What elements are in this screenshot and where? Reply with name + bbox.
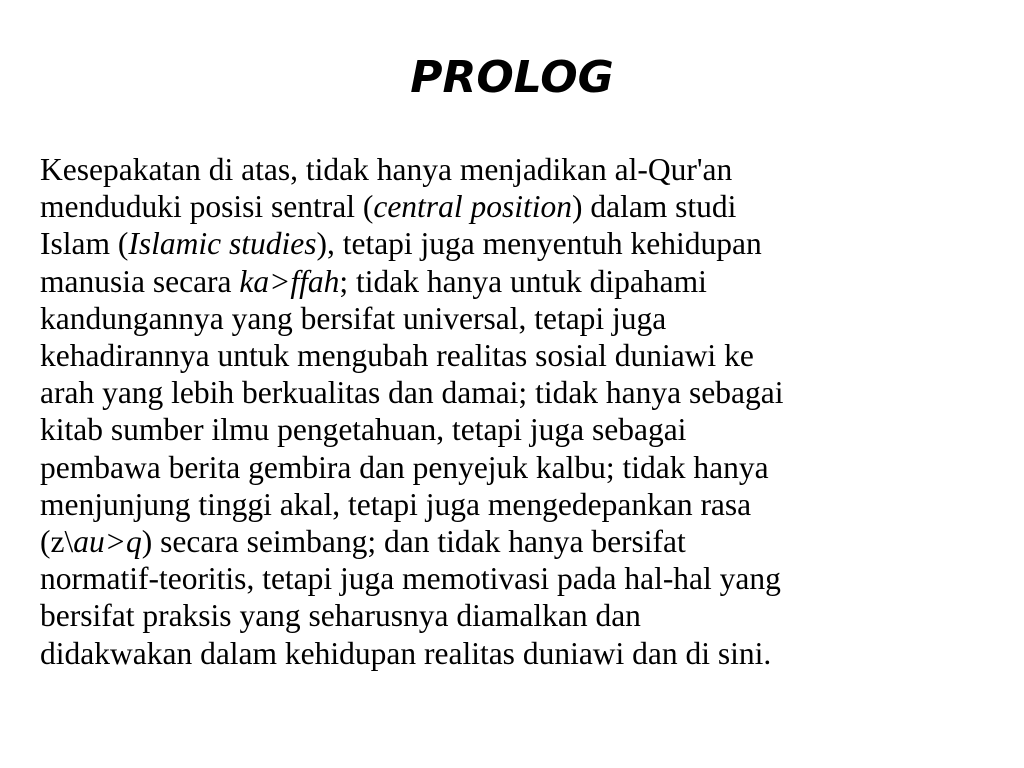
paragraph-line (40, 374, 990, 411)
paragraph-line (40, 263, 990, 300)
paragraph-line (40, 597, 990, 634)
text-run: Kesepakatan di atas, tidak hanya menjadikan al-Qur'an (40, 152, 733, 187)
text-run: menduduki posisi sentral ( (40, 189, 374, 225)
text-run: pembawa berita gembira dan penyejuk kalbu; tidak hanya (40, 449, 769, 485)
paragraph-line (40, 300, 990, 337)
text-run: (z\ (40, 524, 74, 560)
paragraph-line (40, 188, 990, 225)
text-run: ), tetapi juga menyentuh kehidupan (316, 226, 762, 262)
paragraph-line (40, 560, 990, 597)
paragraph-line (40, 486, 990, 523)
paragraph-line (40, 225, 990, 262)
paragraph-line (40, 411, 990, 448)
text-run: ; tidak hanya untuk dipahami (339, 263, 707, 299)
text-run: ) secara seimbang; dan tidak hanya bersifat (141, 524, 686, 560)
italic-term: Islamic studies (128, 226, 317, 262)
text-run: bersifat praksis yang seharusnya diamalkan dan (40, 598, 641, 634)
paragraph-line (40, 337, 990, 374)
italic-term: ka>ffah (239, 263, 340, 299)
slide-title: PROLOG (410, 52, 614, 103)
text-run: ) dalam studi (571, 189, 737, 225)
text-run: didakwakan dalam kehidupan realitas duniawi dan di sini. (40, 635, 772, 671)
text-run: normatif-teoritis, tetapi juga memotivasi pada hal-hal yang (40, 561, 781, 597)
text-run: menjunjung tinggi akal, tetapi juga mengedepankan rasa (40, 486, 752, 522)
text-run: Islam ( (40, 226, 129, 262)
slide-body-text (40, 151, 990, 672)
italic-term: central position (373, 189, 572, 225)
paragraph-line (40, 523, 990, 560)
paragraph-line (40, 635, 990, 672)
text-run: manusia secara (40, 263, 240, 299)
paragraph-line (40, 449, 990, 486)
italic-term: au>q (73, 524, 142, 560)
text-run: arah yang lebih berkualitas dan damai; tidak hanya sebagai (40, 375, 784, 411)
text-run: kitab sumber ilmu pengetahuan, tetapi juga sebagai (40, 412, 687, 448)
text-run: kandungannya yang bersifat universal, tetapi juga (40, 300, 667, 336)
text-run: kehadirannya untuk mengubah realitas sosial duniawi ke (40, 338, 754, 374)
paragraph-line (40, 151, 990, 188)
